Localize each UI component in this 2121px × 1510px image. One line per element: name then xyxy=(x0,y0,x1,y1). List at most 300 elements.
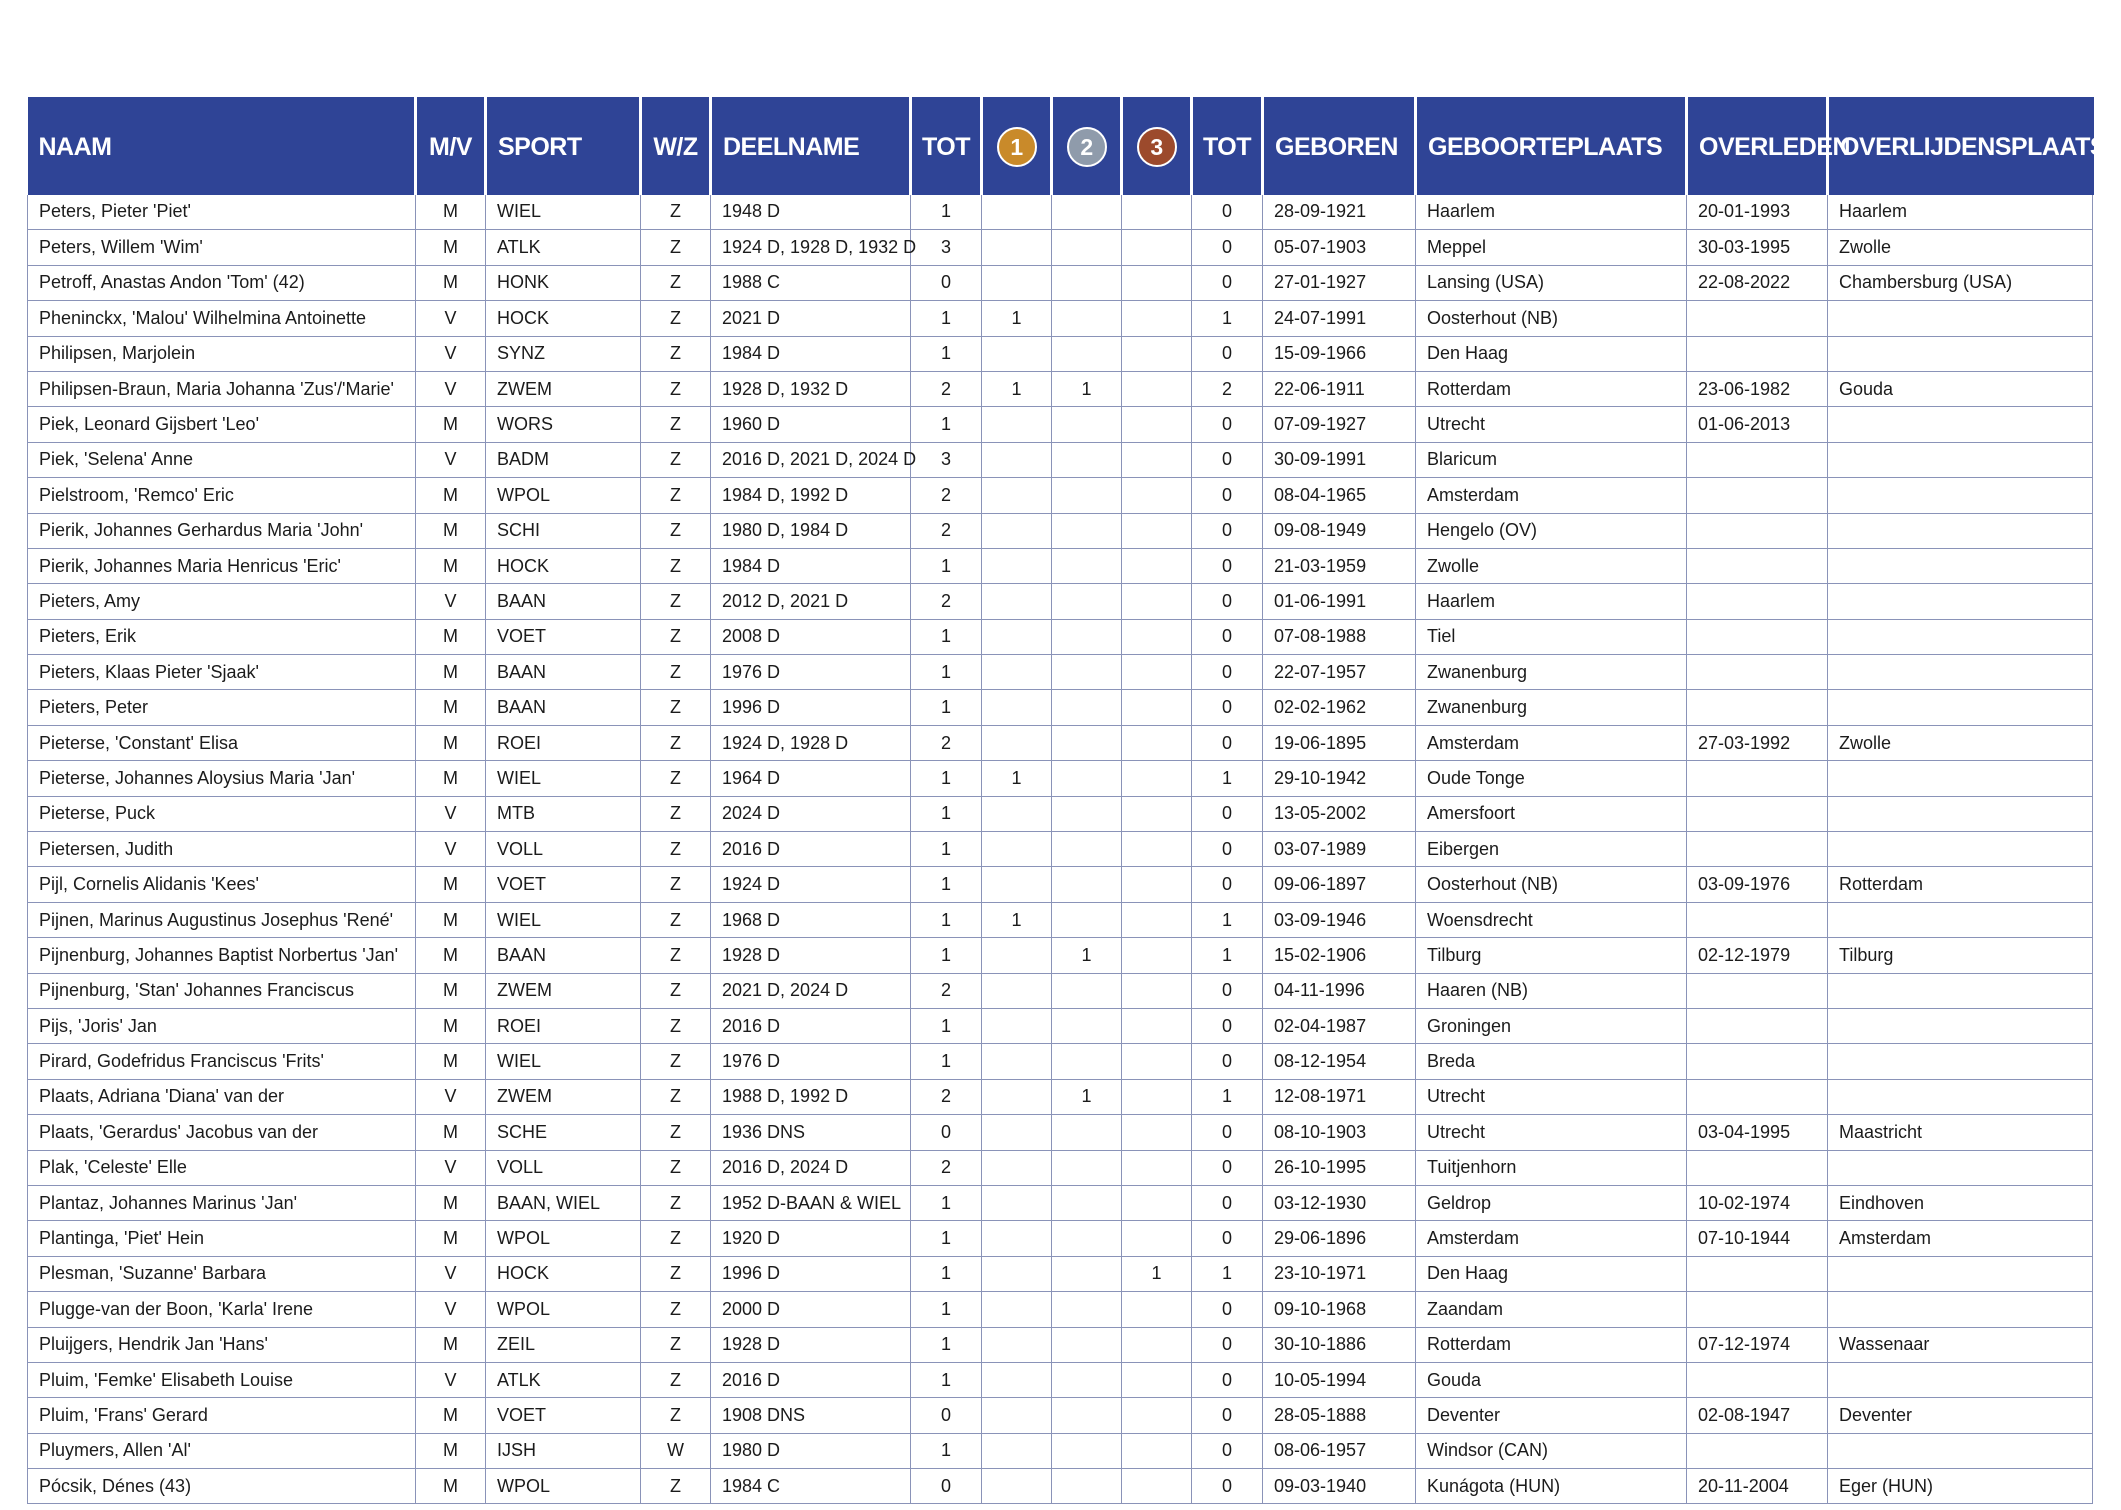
header-gold-medal xyxy=(982,99,1052,195)
cell-overleden xyxy=(1687,513,1828,548)
cell-geboorteplaats: Oosterhout (NB) xyxy=(1416,301,1687,336)
cell-silver: 1 xyxy=(1052,1079,1122,1114)
cell-gold xyxy=(982,513,1052,548)
cell-bronze xyxy=(1122,584,1192,619)
cell-deelname: 1924 D, 1928 D xyxy=(711,725,911,760)
cell-geboorteplaats: Amersfoort xyxy=(1416,796,1687,831)
cell-tot-medals: 0 xyxy=(1192,867,1263,902)
cell-gold xyxy=(982,796,1052,831)
cell-tot-medals: 0 xyxy=(1192,513,1263,548)
cell-overlijdensplaats: Deventer xyxy=(1828,1398,2093,1433)
table-row xyxy=(28,336,2093,371)
cell-mv: M xyxy=(416,725,486,760)
cell-overleden: 07-10-1944 xyxy=(1687,1221,1828,1256)
cell-wz: Z xyxy=(641,1292,711,1327)
cell-wz: Z xyxy=(641,230,711,265)
header-geboorteplaats: GEBOORTEPLAATS xyxy=(1416,99,1687,195)
cell-overlijdensplaats: Zwolle xyxy=(1828,230,2093,265)
table-row xyxy=(28,1433,2093,1468)
cell-mv: M xyxy=(416,938,486,973)
cell-sport: WPOL xyxy=(486,1221,641,1256)
cell-overlijdensplaats xyxy=(1828,1008,2093,1043)
cell-geboren: 26-10-1995 xyxy=(1263,1150,1416,1185)
cell-overlijdensplaats xyxy=(1828,513,2093,548)
cell-tot-medals: 1 xyxy=(1192,938,1263,973)
cell-naam: Piek, 'Selena' Anne xyxy=(28,442,416,477)
cell-bronze xyxy=(1122,1044,1192,1079)
cell-mv: V xyxy=(416,1362,486,1397)
table-row xyxy=(28,796,2093,831)
cell-geboren: 03-07-1989 xyxy=(1263,832,1416,867)
cell-overleden xyxy=(1687,619,1828,654)
cell-silver xyxy=(1052,513,1122,548)
cell-tot-participations: 0 xyxy=(911,1398,982,1433)
cell-silver xyxy=(1052,584,1122,619)
cell-gold: 1 xyxy=(982,371,1052,406)
cell-deelname: 1924 D xyxy=(711,867,911,902)
cell-tot-participations: 1 xyxy=(911,690,982,725)
cell-sport: ZWEM xyxy=(486,973,641,1008)
cell-overlijdensplaats: Haarlem xyxy=(1828,195,2093,230)
cell-sport: WORS xyxy=(486,407,641,442)
cell-geboorteplaats: Zwanenburg xyxy=(1416,690,1687,725)
table-row xyxy=(28,1292,2093,1327)
cell-geboren: 23-10-1971 xyxy=(1263,1256,1416,1291)
cell-tot-participations: 0 xyxy=(911,1469,982,1504)
cell-overlijdensplaats xyxy=(1828,336,2093,371)
cell-tot-medals: 0 xyxy=(1192,1362,1263,1397)
table-row xyxy=(28,230,2093,265)
cell-overleden xyxy=(1687,796,1828,831)
cell-gold xyxy=(982,690,1052,725)
cell-wz: Z xyxy=(641,690,711,725)
cell-geboren: 04-11-1996 xyxy=(1263,973,1416,1008)
cell-sport: VOLL xyxy=(486,832,641,867)
table-row xyxy=(28,1079,2093,1114)
cell-tot-medals: 0 xyxy=(1192,973,1263,1008)
header-deelname: DEELNAME xyxy=(711,99,911,195)
cell-geboren: 09-10-1968 xyxy=(1263,1292,1416,1327)
cell-gold xyxy=(982,1256,1052,1291)
cell-tot-participations: 1 xyxy=(911,796,982,831)
cell-tot-participations: 1 xyxy=(911,1256,982,1291)
cell-overleden xyxy=(1687,902,1828,937)
header-overlijdensplaats: OVERLIJDENSPLAATS xyxy=(1828,99,2093,195)
cell-geboorteplaats: Den Haag xyxy=(1416,336,1687,371)
cell-gold xyxy=(982,619,1052,654)
cell-deelname: 2021 D xyxy=(711,301,911,336)
cell-sport: WPOL xyxy=(486,1469,641,1504)
cell-mv: M xyxy=(416,265,486,300)
header-wz: W/Z xyxy=(641,99,711,195)
cell-overlijdensplaats xyxy=(1828,1433,2093,1468)
cell-overleden: 23-06-1982 xyxy=(1687,371,1828,406)
cell-tot-participations: 1 xyxy=(911,938,982,973)
cell-deelname: 1984 D, 1992 D xyxy=(711,478,911,513)
header-overleden: OVERLEDEN xyxy=(1687,99,1828,195)
table-row xyxy=(28,1362,2093,1397)
cell-mv: M xyxy=(416,690,486,725)
cell-geboorteplaats: Oosterhout (NB) xyxy=(1416,867,1687,902)
cell-overlijdensplaats: Maastricht xyxy=(1828,1115,2093,1150)
cell-wz: Z xyxy=(641,1079,711,1114)
cell-deelname: 1952 D-BAAN & WIEL xyxy=(711,1185,911,1220)
header-silver-medal xyxy=(1052,99,1122,195)
cell-geboren: 30-09-1991 xyxy=(1263,442,1416,477)
cell-gold xyxy=(982,1433,1052,1468)
cell-bronze xyxy=(1122,407,1192,442)
cell-gold xyxy=(982,725,1052,760)
cell-silver xyxy=(1052,301,1122,336)
cell-silver: 1 xyxy=(1052,938,1122,973)
cell-silver xyxy=(1052,1185,1122,1220)
cell-overlijdensplaats xyxy=(1828,1044,2093,1079)
cell-tot-participations: 2 xyxy=(911,1079,982,1114)
cell-tot-medals: 0 xyxy=(1192,1398,1263,1433)
cell-deelname: 1920 D xyxy=(711,1221,911,1256)
cell-geboren: 19-06-1895 xyxy=(1263,725,1416,760)
cell-wz: Z xyxy=(641,442,711,477)
cell-wz: Z xyxy=(641,195,711,230)
cell-tot-participations: 1 xyxy=(911,301,982,336)
cell-naam: Plantinga, 'Piet' Hein xyxy=(28,1221,416,1256)
cell-tot-participations: 1 xyxy=(911,832,982,867)
cell-overlijdensplaats xyxy=(1828,690,2093,725)
cell-overleden xyxy=(1687,336,1828,371)
cell-naam: Pluijgers, Hendrik Jan 'Hans' xyxy=(28,1327,416,1362)
cell-deelname: 2016 D xyxy=(711,1008,911,1043)
cell-overleden xyxy=(1687,1362,1828,1397)
cell-wz: Z xyxy=(641,725,711,760)
cell-tot-participations: 1 xyxy=(911,407,982,442)
cell-silver xyxy=(1052,973,1122,1008)
cell-tot-medals: 0 xyxy=(1192,1185,1263,1220)
cell-silver xyxy=(1052,655,1122,690)
cell-overlijdensplaats: Eger (HUN) xyxy=(1828,1469,2093,1504)
cell-tot-participations: 3 xyxy=(911,442,982,477)
cell-wz: Z xyxy=(641,1362,711,1397)
cell-naam: Peters, Pieter 'Piet' xyxy=(28,195,416,230)
cell-silver xyxy=(1052,832,1122,867)
cell-silver xyxy=(1052,902,1122,937)
cell-naam: Pijnenburg, 'Stan' Johannes Franciscus xyxy=(28,973,416,1008)
cell-bronze xyxy=(1122,796,1192,831)
cell-bronze xyxy=(1122,301,1192,336)
cell-mv: M xyxy=(416,548,486,583)
cell-silver xyxy=(1052,195,1122,230)
table-row xyxy=(28,1469,2093,1504)
cell-geboorteplaats: Geldrop xyxy=(1416,1185,1687,1220)
cell-overlijdensplaats xyxy=(1828,796,2093,831)
cell-wz: Z xyxy=(641,902,711,937)
cell-overlijdensplaats xyxy=(1828,655,2093,690)
cell-deelname: 1984 D xyxy=(711,336,911,371)
cell-silver xyxy=(1052,442,1122,477)
cell-tot-medals: 0 xyxy=(1192,548,1263,583)
cell-bronze xyxy=(1122,973,1192,1008)
table-row xyxy=(28,548,2093,583)
cell-bronze xyxy=(1122,725,1192,760)
cell-silver xyxy=(1052,1327,1122,1362)
table-row xyxy=(28,761,2093,796)
cell-deelname: 2000 D xyxy=(711,1292,911,1327)
cell-naam: Peters, Willem 'Wim' xyxy=(28,230,416,265)
cell-deelname: 1984 D xyxy=(711,548,911,583)
cell-mv: M xyxy=(416,973,486,1008)
cell-bronze xyxy=(1122,442,1192,477)
cell-overlijdensplaats xyxy=(1828,1256,2093,1291)
cell-deelname: 1924 D, 1928 D, 1932 D xyxy=(711,230,911,265)
table-row xyxy=(28,195,2093,230)
cell-mv: M xyxy=(416,1221,486,1256)
cell-mv: M xyxy=(416,619,486,654)
cell-overleden xyxy=(1687,1008,1828,1043)
cell-tot-medals: 0 xyxy=(1192,1469,1263,1504)
cell-overleden xyxy=(1687,655,1828,690)
cell-mv: V xyxy=(416,336,486,371)
cell-tot-participations: 1 xyxy=(911,867,982,902)
cell-overlijdensplaats xyxy=(1828,761,2093,796)
cell-gold xyxy=(982,1327,1052,1362)
cell-wz: Z xyxy=(641,796,711,831)
cell-overlijdensplaats xyxy=(1828,301,2093,336)
table-row xyxy=(28,690,2093,725)
cell-overlijdensplaats xyxy=(1828,1150,2093,1185)
cell-silver xyxy=(1052,230,1122,265)
cell-silver xyxy=(1052,478,1122,513)
cell-gold xyxy=(982,584,1052,619)
cell-tot-medals: 1 xyxy=(1192,1079,1263,1114)
cell-deelname: 1980 D xyxy=(711,1433,911,1468)
cell-overlijdensplaats xyxy=(1828,619,2093,654)
cell-silver xyxy=(1052,1044,1122,1079)
cell-naam: Pijs, 'Joris' Jan xyxy=(28,1008,416,1043)
cell-gold xyxy=(982,1292,1052,1327)
cell-gold xyxy=(982,1398,1052,1433)
table-row xyxy=(28,1256,2093,1291)
cell-tot-participations: 1 xyxy=(911,1008,982,1043)
cell-deelname: 1948 D xyxy=(711,195,911,230)
cell-sport: ZEIL xyxy=(486,1327,641,1362)
cell-geboren: 05-07-1903 xyxy=(1263,230,1416,265)
cell-tot-medals: 0 xyxy=(1192,1433,1263,1468)
cell-wz: Z xyxy=(641,1469,711,1504)
cell-deelname: 1976 D xyxy=(711,655,911,690)
cell-naam: Pieters, Klaas Pieter 'Sjaak' xyxy=(28,655,416,690)
cell-wz: Z xyxy=(641,655,711,690)
cell-naam: Pieterse, Johannes Aloysius Maria 'Jan' xyxy=(28,761,416,796)
cell-geboren: 22-07-1957 xyxy=(1263,655,1416,690)
cell-geboorteplaats: Zwolle xyxy=(1416,548,1687,583)
cell-silver: 1 xyxy=(1052,371,1122,406)
cell-bronze xyxy=(1122,1327,1192,1362)
cell-sport: ZWEM xyxy=(486,1079,641,1114)
cell-sport: ROEI xyxy=(486,1008,641,1043)
cell-geboorteplaats: Rotterdam xyxy=(1416,371,1687,406)
header-bronze-medal xyxy=(1122,99,1192,195)
cell-geboren: 30-10-1886 xyxy=(1263,1327,1416,1362)
header-sport: SPORT xyxy=(486,99,641,195)
cell-geboren: 28-05-1888 xyxy=(1263,1398,1416,1433)
cell-tot-participations: 1 xyxy=(911,336,982,371)
cell-gold xyxy=(982,442,1052,477)
cell-naam: Pócsik, Dénes (43) xyxy=(28,1469,416,1504)
cell-wz: Z xyxy=(641,832,711,867)
cell-geboorteplaats: Kunágota (HUN) xyxy=(1416,1469,1687,1504)
cell-gold xyxy=(982,1044,1052,1079)
cell-bronze xyxy=(1122,478,1192,513)
cell-mv: M xyxy=(416,867,486,902)
cell-sport: SYNZ xyxy=(486,336,641,371)
cell-geboren: 22-06-1911 xyxy=(1263,371,1416,406)
cell-tot-medals: 0 xyxy=(1192,584,1263,619)
cell-bronze xyxy=(1122,1398,1192,1433)
cell-overleden xyxy=(1687,301,1828,336)
cell-overleden: 02-08-1947 xyxy=(1687,1398,1828,1433)
athlete-register xyxy=(27,97,2107,1504)
cell-geboorteplaats: Amsterdam xyxy=(1416,478,1687,513)
cell-mv: M xyxy=(416,513,486,548)
cell-sport: BAAN xyxy=(486,584,641,619)
cell-tot-participations: 1 xyxy=(911,761,982,796)
cell-naam: Pieterse, 'Constant' Elisa xyxy=(28,725,416,760)
cell-overleden: 03-09-1976 xyxy=(1687,867,1828,902)
cell-naam: Pluymers, Allen 'Al' xyxy=(28,1433,416,1468)
cell-naam: Plesman, 'Suzanne' Barbara xyxy=(28,1256,416,1291)
cell-geboorteplaats: Amsterdam xyxy=(1416,1221,1687,1256)
cell-overleden: 20-11-2004 xyxy=(1687,1469,1828,1504)
cell-gold xyxy=(982,478,1052,513)
cell-gold: 1 xyxy=(982,761,1052,796)
cell-overlijdensplaats xyxy=(1828,1079,2093,1114)
cell-mv: V xyxy=(416,1256,486,1291)
cell-tot-participations: 2 xyxy=(911,973,982,1008)
header-geboren: GEBOREN xyxy=(1263,99,1416,195)
cell-overlijdensplaats xyxy=(1828,973,2093,1008)
cell-silver xyxy=(1052,1221,1122,1256)
cell-sport: VOET xyxy=(486,1398,641,1433)
cell-mv: M xyxy=(416,1398,486,1433)
cell-naam: Plantaz, Johannes Marinus 'Jan' xyxy=(28,1185,416,1220)
cell-tot-participations: 1 xyxy=(911,655,982,690)
table-row xyxy=(28,1398,2093,1433)
cell-mv: V xyxy=(416,1150,486,1185)
cell-overleden xyxy=(1687,1044,1828,1079)
cell-sport: WIEL xyxy=(486,1044,641,1079)
cell-overleden xyxy=(1687,548,1828,583)
cell-overleden xyxy=(1687,1256,1828,1291)
cell-geboorteplaats: Hengelo (OV) xyxy=(1416,513,1687,548)
cell-sport: ATLK xyxy=(486,1362,641,1397)
cell-bronze xyxy=(1122,938,1192,973)
cell-bronze xyxy=(1122,832,1192,867)
cell-silver xyxy=(1052,336,1122,371)
cell-tot-medals: 0 xyxy=(1192,1044,1263,1079)
cell-mv: V xyxy=(416,584,486,619)
cell-deelname: 1996 D xyxy=(711,1256,911,1291)
cell-geboorteplaats: Zaandam xyxy=(1416,1292,1687,1327)
cell-silver xyxy=(1052,1362,1122,1397)
cell-bronze xyxy=(1122,1008,1192,1043)
cell-bronze xyxy=(1122,1221,1192,1256)
cell-gold xyxy=(982,832,1052,867)
cell-gold xyxy=(982,1185,1052,1220)
cell-geboren: 28-09-1921 xyxy=(1263,195,1416,230)
cell-geboorteplaats: Tiel xyxy=(1416,619,1687,654)
cell-bronze xyxy=(1122,336,1192,371)
cell-sport: SCHI xyxy=(486,513,641,548)
cell-geboren: 12-08-1971 xyxy=(1263,1079,1416,1114)
cell-silver xyxy=(1052,690,1122,725)
table-row xyxy=(28,619,2093,654)
cell-gold xyxy=(982,407,1052,442)
cell-tot-medals: 0 xyxy=(1192,690,1263,725)
cell-mv: M xyxy=(416,407,486,442)
cell-sport: MTB xyxy=(486,796,641,831)
cell-overlijdensplaats xyxy=(1828,1292,2093,1327)
cell-geboren: 07-09-1927 xyxy=(1263,407,1416,442)
cell-naam: Pieters, Peter xyxy=(28,690,416,725)
cell-overleden xyxy=(1687,690,1828,725)
cell-bronze xyxy=(1122,371,1192,406)
cell-overlijdensplaats: Gouda xyxy=(1828,371,2093,406)
cell-tot-medals: 1 xyxy=(1192,902,1263,937)
cell-silver xyxy=(1052,407,1122,442)
cell-sport: ZWEM xyxy=(486,371,641,406)
cell-overlijdensplaats xyxy=(1828,548,2093,583)
cell-deelname: 1968 D xyxy=(711,902,911,937)
header-row xyxy=(28,99,2093,195)
cell-mv: V xyxy=(416,1292,486,1327)
cell-geboren: 24-07-1991 xyxy=(1263,301,1416,336)
cell-geboren: 08-04-1965 xyxy=(1263,478,1416,513)
cell-naam: Pietersen, Judith xyxy=(28,832,416,867)
cell-wz: Z xyxy=(641,1327,711,1362)
header-mv: M/V xyxy=(416,99,486,195)
cell-tot-medals: 0 xyxy=(1192,336,1263,371)
table-row xyxy=(28,867,2093,902)
cell-geboorteplaats: Den Haag xyxy=(1416,1256,1687,1291)
cell-tot-participations: 1 xyxy=(911,1185,982,1220)
cell-naam: Pirard, Godefridus Franciscus 'Frits' xyxy=(28,1044,416,1079)
table-body xyxy=(28,195,2093,1504)
cell-overlijdensplaats: Rotterdam xyxy=(1828,867,2093,902)
cell-wz: Z xyxy=(641,1150,711,1185)
cell-tot-medals: 1 xyxy=(1192,1256,1263,1291)
silver-medal-icon: 2 xyxy=(1067,127,1107,167)
cell-wz: Z xyxy=(641,1008,711,1043)
cell-overlijdensplaats xyxy=(1828,478,2093,513)
cell-tot-medals: 0 xyxy=(1192,478,1263,513)
cell-tot-participations: 2 xyxy=(911,478,982,513)
cell-geboren: 29-10-1942 xyxy=(1263,761,1416,796)
cell-mv: M xyxy=(416,1044,486,1079)
cell-wz: Z xyxy=(641,1115,711,1150)
cell-sport: ROEI xyxy=(486,725,641,760)
table-row xyxy=(28,371,2093,406)
cell-gold xyxy=(982,336,1052,371)
cell-bronze: 1 xyxy=(1122,1256,1192,1291)
cell-bronze xyxy=(1122,1185,1192,1220)
cell-mv: M xyxy=(416,1433,486,1468)
cell-tot-medals: 0 xyxy=(1192,1150,1263,1185)
cell-tot-medals: 0 xyxy=(1192,1292,1263,1327)
cell-bronze xyxy=(1122,1150,1192,1185)
table-row xyxy=(28,1008,2093,1043)
cell-tot-participations: 0 xyxy=(911,1115,982,1150)
cell-gold xyxy=(982,1115,1052,1150)
cell-mv: M xyxy=(416,478,486,513)
